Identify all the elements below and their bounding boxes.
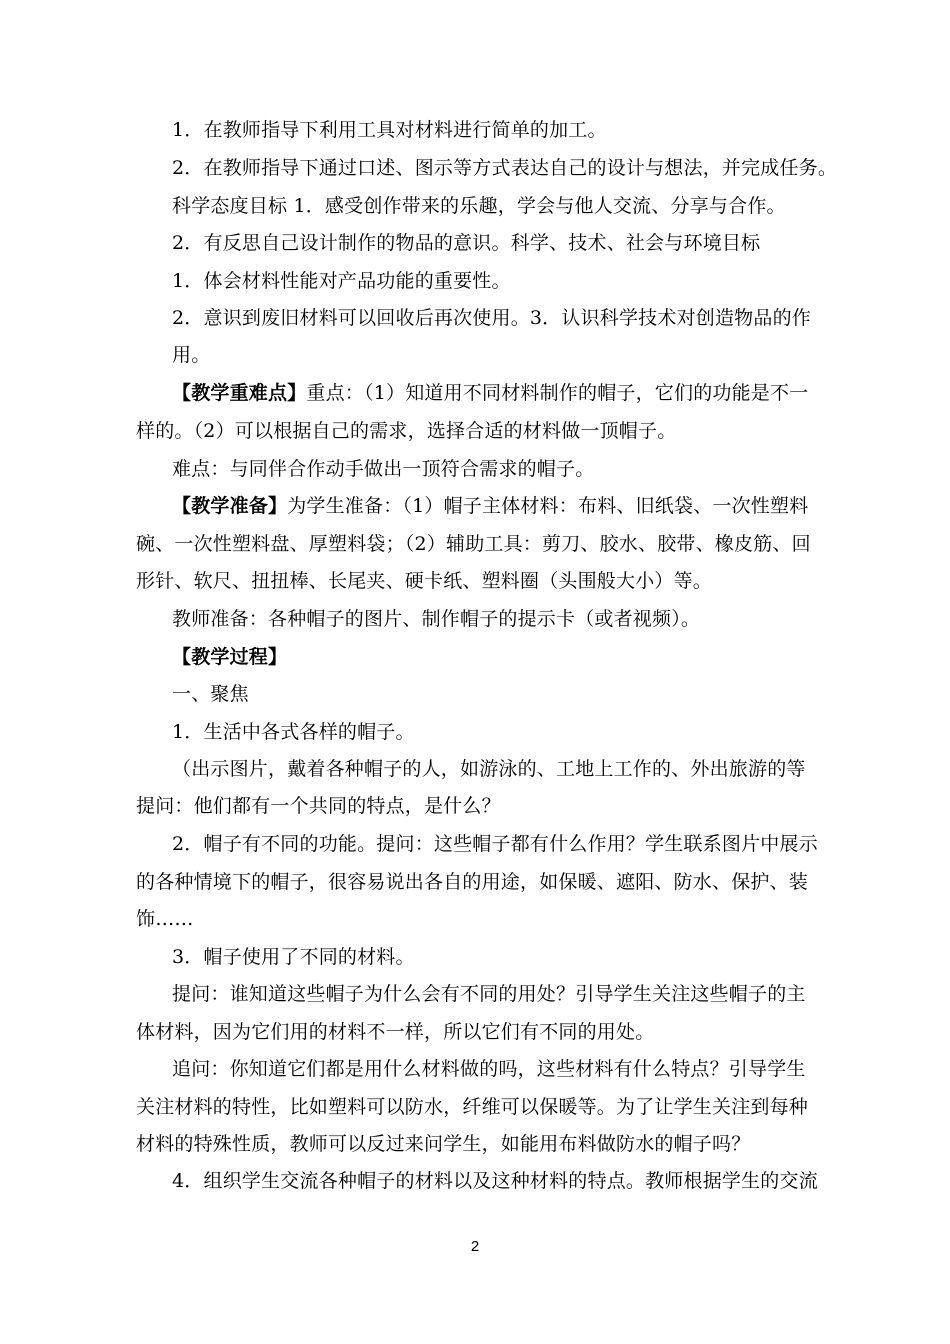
paragraph-line: 材料的特殊性质，教师可以反过来问学生，如能用布料做防水的帽子吗？ [136,1133,751,1155]
paragraph-line: 3．帽子使用了不同的材料。 [172,946,415,968]
page-number: 2 [470,1238,480,1255]
key-points-paragraph [172,381,808,405]
paragraph-line: 2．帽子有不同的功能。提问：这些帽子都有什么作用？学生联系图片中展示 [172,833,818,855]
paragraph-line: 1．体会材料性能对产品功能的重要性。 [172,270,511,292]
paragraph-line: 用。 [172,344,211,366]
preparation-paragraph [172,494,808,518]
paragraph-line: 体材料，因为它们用的材料不一样，所以它们有不同的用处。 [136,1021,655,1043]
paragraph-line: 为学生准备：（1）帽子主体材料：布料、旧纸袋、一次性塑料 [287,495,809,517]
paragraph-line: 科学态度目标 1．感受创作带来的乐趣，学会与他人交流、分享与合作。 [172,195,786,217]
paragraph-line: 教师准备：各种帽子的图片、制作帽子的提示卡（或者视频）。 [172,608,701,630]
paragraph-line: 形针、软尺、扭扭棒、长尾夹、硬卡纸、塑料圈（头围般大小）等。 [136,570,713,592]
paragraph-line: 追问：你知道它们都是用什么材料做的吗，这些材料有什么特点？引导学生 [172,1058,806,1080]
paragraph-line: 饰…… [136,908,194,930]
paragraph-line: （出示图片，戴着各种帽子的人，如游泳的、工地上工作的、外出旅游的等 [172,758,806,780]
section-heading-key-points: 【教学重难点】 [172,382,307,404]
subsection-heading: 一、聚焦 [172,683,249,705]
section-heading-preparation: 【教学准备】 [172,495,288,517]
paragraph-line: 提问：谁知道这些帽子为什么会有不同的用处？引导学生关注这些帽子的主 [172,983,806,1005]
paragraph-line: 关注材料的特性，比如塑料可以防水，纤维可以保暖等。为了让学生关注到每种 [136,1096,809,1118]
paragraph-line: 4．组织学生交流各种帽子的材料以及这种材料的特点。教师根据学生的交流 [172,1170,818,1192]
paragraph-line: 1．在教师指导下利用工具对材料进行简单的加工。 [172,119,607,141]
paragraph-line: 2．意识到废旧材料可以回收后再次使用。3．认识科学技术对创造物品的作 [172,307,811,329]
paragraph-line: 2．在教师指导下通过口述、图示等方式表达自己的设计与想法，并完成任务。 [172,157,838,179]
paragraph-line: 重点：（1）知道用不同材料制作的帽子，它们的功能是不一 [306,382,809,404]
paragraph-line: 1．生活中各式各样的帽子。 [172,721,415,743]
paragraph-line: 2．有反思自己设计制作的物品的意识。科学、技术、社会与环境目标 [172,232,761,254]
section-heading-process: 【教学过程】 [172,646,288,668]
paragraph-line: 样的。（2）可以根据自己的需求，选择合适的材料做一顶帽子。 [136,420,677,442]
paragraph-line: 的各种情境下的帽子，很容易说出各自的用途，如保暖、遮阳、防水、保护、装 [136,871,809,893]
paragraph-line: 提问：他们都有一个共同的特点，是什么？ [136,795,501,817]
paragraph-line: 难点：与同伴合作动手做出一顶符合需求的帽子。 [172,458,595,480]
paragraph-line: 碗、一次性塑料盘、厚塑料袋；（2）辅助工具：剪刀、胶水、胶带、橡皮筋、回 [136,533,811,555]
